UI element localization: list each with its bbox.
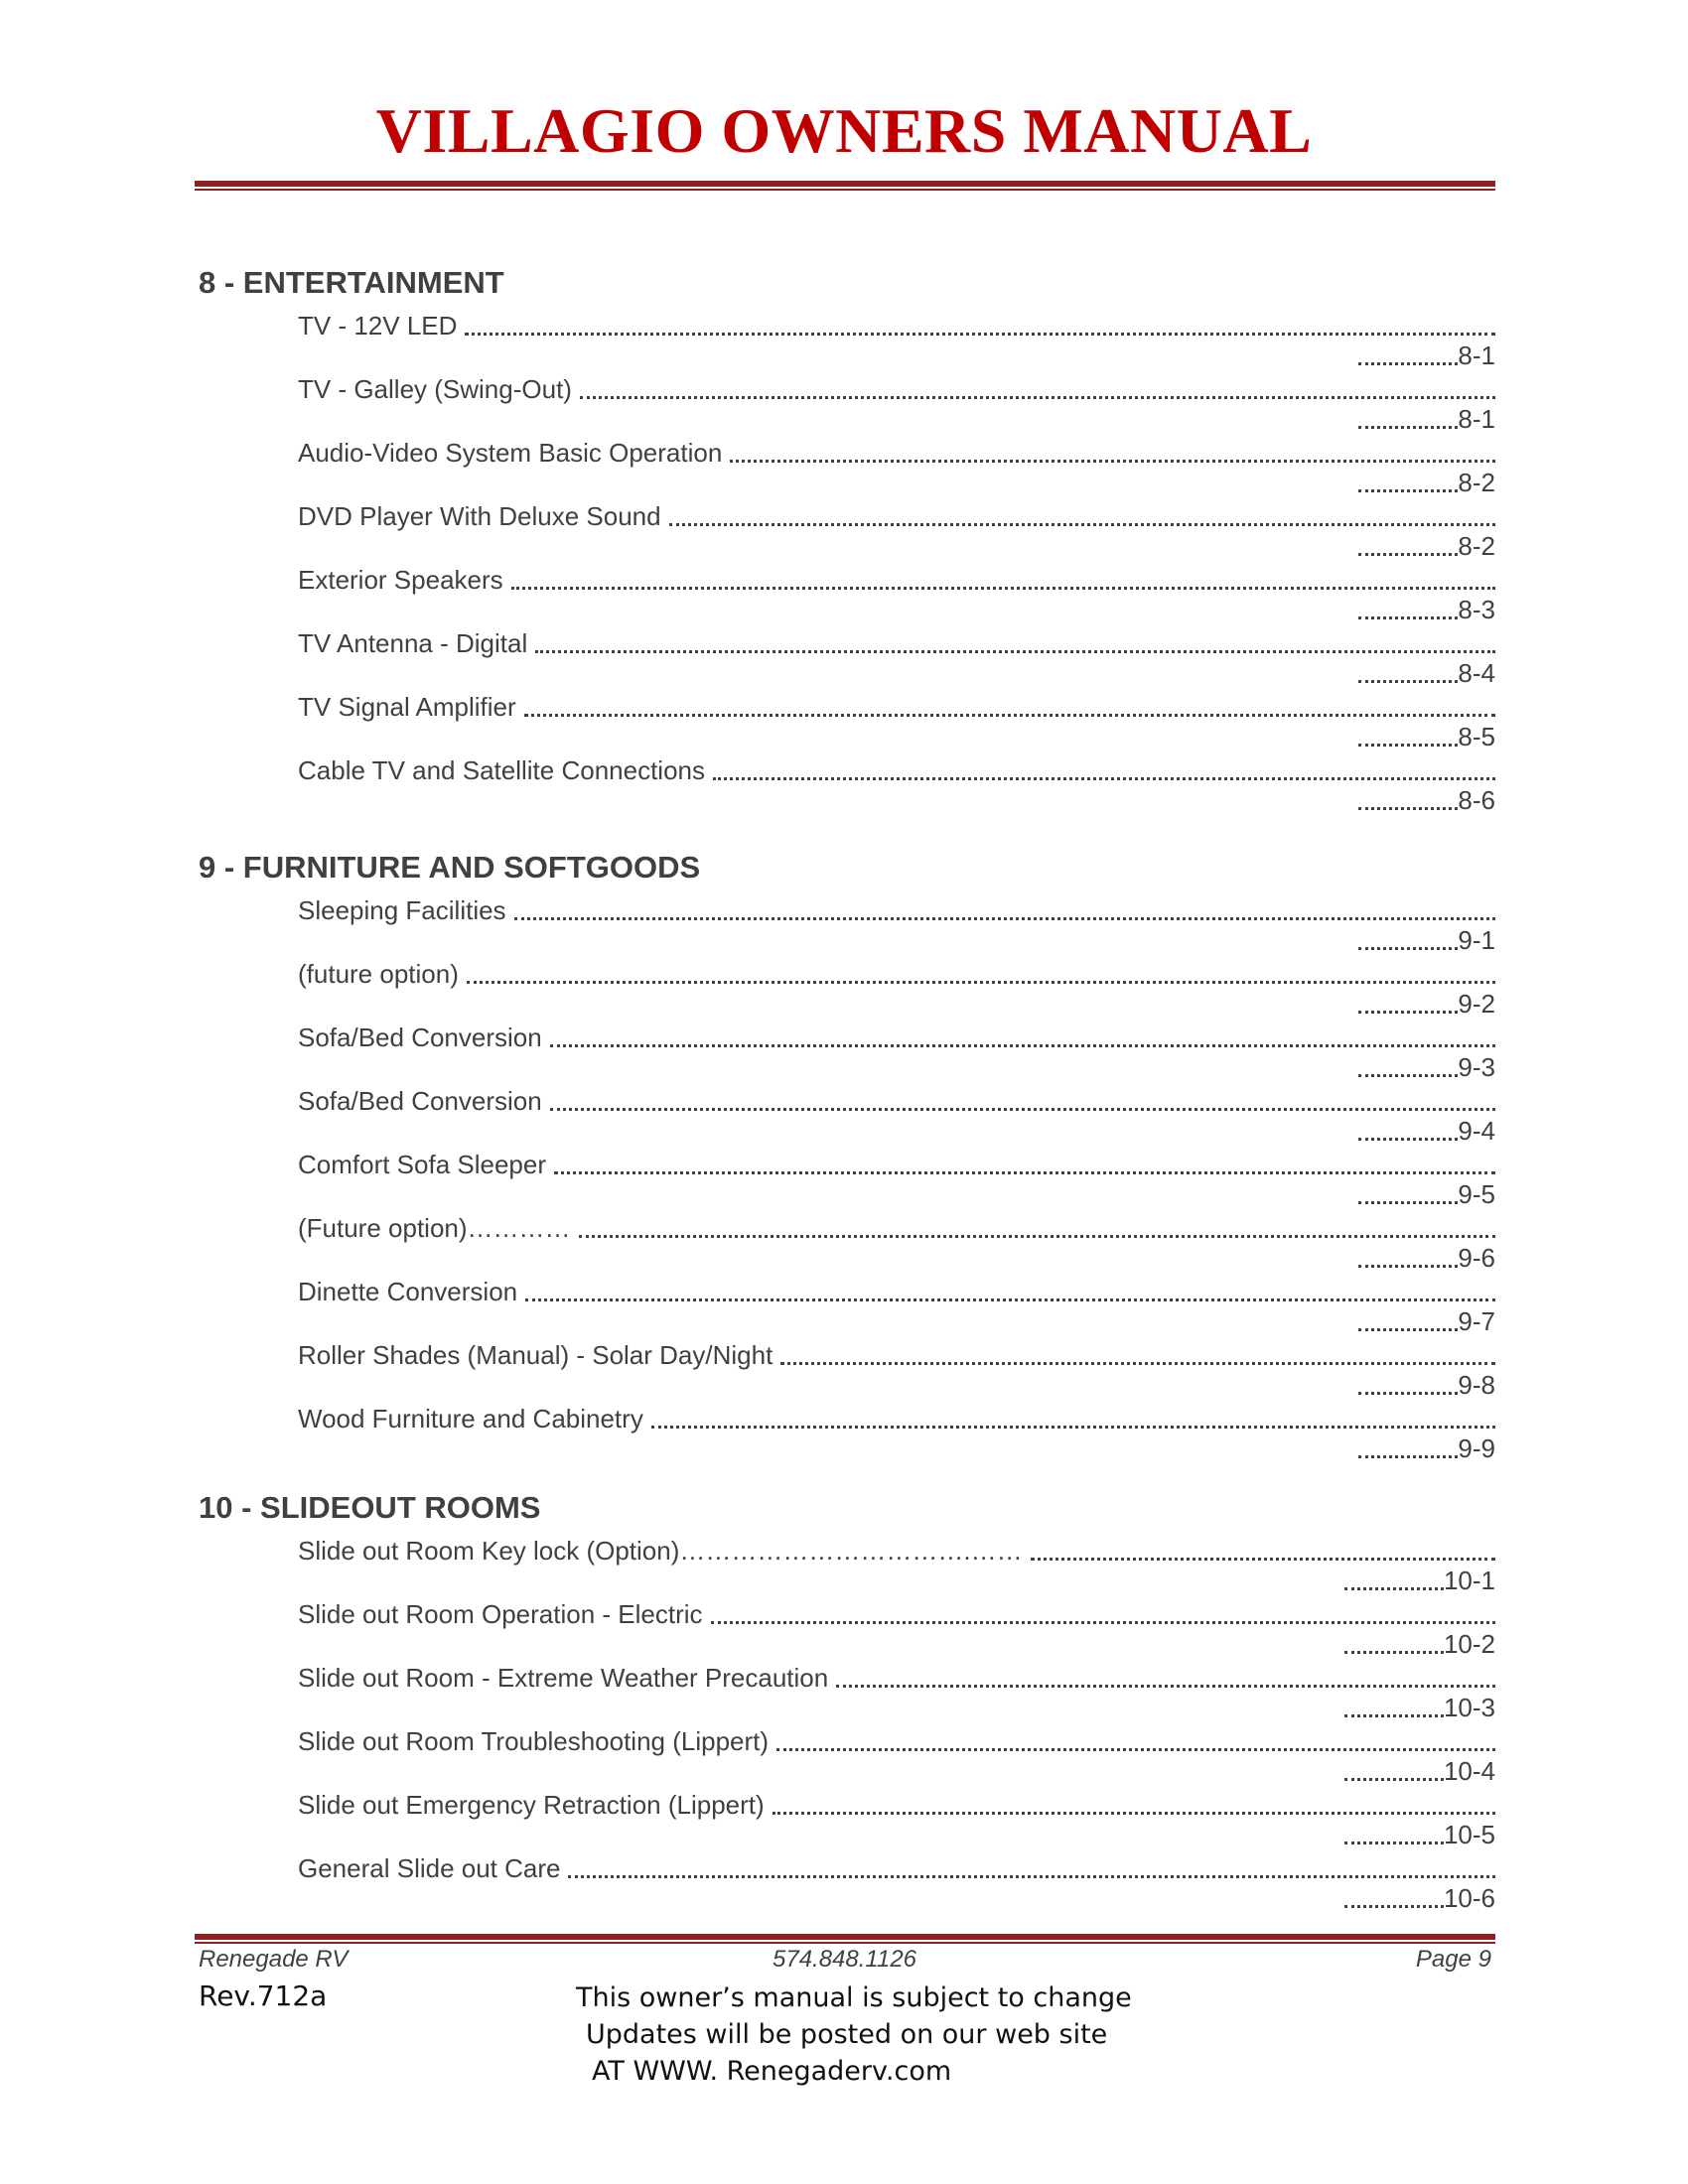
toc-entry-page: 9-6 [1458, 1243, 1495, 1273]
section-heading: 9 - FURNITURE AND SOFTGOODS [199, 850, 701, 885]
toc-entries [199, 302, 1495, 815]
dot-leader [669, 523, 1495, 526]
toc-entry [199, 1268, 1495, 1336]
header-rule [195, 181, 1495, 191]
section-heading: 8 - ENTERTAINMENT [199, 265, 504, 300]
toc-entry-page: 10-2 [1443, 1629, 1495, 1659]
section-heading: 10 - SLIDEOUT ROOMS [199, 1490, 541, 1525]
toc-entry-page: 9-5 [1458, 1179, 1495, 1209]
dot-leader [579, 1235, 1495, 1238]
toc-entry-title: Sleeping Facilities [298, 895, 506, 925]
toc-entry-line [298, 1654, 1495, 1694]
toc-entry [199, 1717, 1495, 1786]
dot-leader [524, 714, 1495, 717]
footer-phone: 574.848.1126 [773, 1946, 917, 1973]
toc-entry [199, 365, 1495, 434]
footer-rule [195, 1934, 1495, 1944]
dot-leader [1344, 1905, 1444, 1908]
toc-entry-title: Dinette Conversion [298, 1277, 518, 1306]
dot-leader [651, 1426, 1495, 1429]
toc-entry-page: 10-4 [1443, 1756, 1495, 1786]
toc-entry [199, 1590, 1495, 1659]
toc-entry [199, 1654, 1495, 1722]
toc-entry-page: 9-4 [1458, 1116, 1495, 1146]
toc-entry-page-ref [1358, 1431, 1495, 1462]
footer-company: Renegade RV [199, 1946, 349, 1973]
toc-entry [199, 302, 1495, 370]
toc-entry-title: TV Antenna - Digital [298, 628, 528, 658]
toc-entry-line [298, 1204, 1495, 1244]
toc-entry-title: Comfort Sofa Sleeper [298, 1150, 547, 1179]
dot-leader [730, 460, 1495, 463]
toc-entry-line [298, 1077, 1495, 1117]
toc-entry-page: 8-6 [1458, 785, 1495, 815]
dot-leader [580, 396, 1495, 399]
toc-entry [199, 1395, 1495, 1463]
toc-entry [199, 492, 1495, 561]
toc-entry-title: Slide out Room Operation - Electric [298, 1599, 703, 1629]
toc-entry-line [298, 1844, 1495, 1884]
toc-entry-title: TV Signal Amplifier [298, 692, 516, 722]
dot-leader [713, 777, 1495, 780]
toc-entry-title: (future option) [298, 959, 459, 989]
notice-line: Updates will be posted on our web site [586, 2019, 1108, 2050]
toc-entry [199, 747, 1495, 815]
toc-entry-title: DVD Player With Deluxe Sound [298, 501, 661, 531]
dot-leader [554, 1171, 1495, 1174]
update-notice [576, 1979, 1132, 2090]
footer-page-number: Page 9 [1415, 1946, 1491, 1973]
toc-entry-line [298, 747, 1495, 786]
toc-entry [199, 1204, 1495, 1273]
dot-leader [511, 587, 1495, 590]
toc-entry-title: Audio-Video System Basic Operation [298, 438, 723, 468]
dot-leader [780, 1362, 1495, 1365]
toc-entry-line [298, 887, 1495, 926]
dot-leader [1358, 1455, 1458, 1458]
toc-entry-title: TV - 12V LED [298, 311, 458, 341]
toc-entry [199, 1844, 1495, 1913]
dot-leader [550, 1044, 1495, 1047]
toc-entry-title: Sofa/Bed Conversion [298, 1086, 542, 1116]
toc-entry-line [298, 683, 1495, 723]
notice-line: AT WWW. Renegaderv.com [592, 2056, 952, 2087]
toc-entry [199, 887, 1495, 955]
document-title: VILLAGIO OWNERS MANUAL [375, 95, 1313, 166]
dot-leader [836, 1685, 1495, 1688]
toc-entry [199, 950, 1495, 1019]
toc-entry-line [298, 950, 1495, 990]
section-furniture-softgoods [199, 849, 1495, 1463]
toc-entry-title: Sofa/Bed Conversion [298, 1023, 542, 1052]
dot-leader [776, 1748, 1495, 1751]
toc-entry [199, 1077, 1495, 1146]
toc-entry-page: 9-9 [1458, 1433, 1495, 1463]
toc-entry-title: Cable TV and Satellite Connections [298, 755, 705, 785]
toc-entry-title: General Slide out Care [298, 1853, 561, 1883]
toc-entry-line [298, 1014, 1495, 1053]
toc-entry-line [298, 1527, 1495, 1567]
toc-entry-title: Roller Shades (Manual) - Solar Day/Night [298, 1340, 774, 1370]
toc-entry-page: 10-5 [1443, 1820, 1495, 1849]
toc-entry-page: 8-4 [1458, 658, 1495, 688]
toc-entry-line [298, 1717, 1495, 1757]
toc-entry-title: TV - Galley (Swing-Out) [298, 374, 572, 404]
toc-entry-line [298, 429, 1495, 469]
toc-entry-line [298, 556, 1495, 596]
toc-entry-page: 8-2 [1458, 531, 1495, 561]
footer [199, 1946, 1495, 1978]
toc-entry [199, 1331, 1495, 1400]
toc-entry [199, 556, 1495, 624]
dot-leader [467, 981, 1495, 984]
toc-entry-line [298, 619, 1495, 659]
toc-entry-page: 9-7 [1458, 1306, 1495, 1336]
toc-entry-title: Slide out Room Key lock (Option)…………………………….…… [298, 1536, 1023, 1566]
toc-entry [199, 429, 1495, 497]
toc-entry-page-ref [1358, 782, 1495, 814]
toc-entry [199, 683, 1495, 751]
toc-entry [199, 619, 1495, 688]
section-slideout-rooms [199, 1489, 1495, 1913]
toc-entry-line [298, 1141, 1495, 1180]
dot-leader [1031, 1558, 1495, 1561]
toc-entry-page: 9-3 [1458, 1052, 1495, 1082]
toc-entry-page: 9-8 [1458, 1370, 1495, 1400]
toc-entry-page: 8-2 [1458, 468, 1495, 497]
revision-label: Rev.712a [199, 1979, 328, 2012]
toc-entry-page: 8-5 [1458, 722, 1495, 751]
toc-entry-page: 8-3 [1458, 595, 1495, 624]
toc-entry-line [298, 302, 1495, 341]
toc-entry-title: Slide out Emergency Retraction (Lippert) [298, 1790, 765, 1820]
toc-entry-title: Slide out Room Troubleshooting (Lippert) [298, 1726, 770, 1756]
toc-entry-line [298, 492, 1495, 532]
toc-entry-page: 10-3 [1443, 1693, 1495, 1722]
dot-leader [465, 333, 1495, 336]
toc-entry-page: 9-2 [1458, 989, 1495, 1019]
dot-leader [525, 1298, 1495, 1301]
toc-entries [199, 887, 1495, 1463]
toc-entry-line [298, 1781, 1495, 1821]
toc-entry-page: 9-1 [1458, 925, 1495, 955]
dot-leader [1358, 807, 1458, 810]
dot-leader [773, 1812, 1495, 1815]
dot-leader [514, 917, 1495, 920]
dot-leader [550, 1108, 1495, 1111]
toc-entry [199, 1141, 1495, 1209]
toc-entries [199, 1527, 1495, 1913]
toc-entry [199, 1527, 1495, 1595]
toc-entry-page: 10-6 [1443, 1883, 1495, 1913]
dot-leader [535, 650, 1495, 653]
section-entertainment [199, 264, 1495, 815]
toc-entry-page: 10-1 [1443, 1566, 1495, 1595]
toc-entry-title: Slide out Room - Extreme Weather Precaution [298, 1663, 829, 1693]
toc-entry-title: (Future option)………… [298, 1213, 571, 1243]
toc-entry-title: Exterior Speakers [298, 565, 503, 595]
toc-entry-line [298, 1590, 1495, 1630]
toc-entry-line [298, 1268, 1495, 1307]
toc-entry-page-ref [1344, 1880, 1495, 1912]
toc-entry-page: 8-1 [1458, 404, 1495, 434]
toc-entry [199, 1781, 1495, 1849]
toc-entry-line [298, 1395, 1495, 1434]
dot-leader [711, 1621, 1495, 1624]
toc-entry-line [298, 365, 1495, 405]
toc-entry-line [298, 1331, 1495, 1371]
toc-entry [199, 1014, 1495, 1082]
dot-leader [568, 1875, 1495, 1878]
toc-entry-title: Wood Furniture and Cabinetry [298, 1404, 643, 1433]
notice-line: This owner’s manual is subject to change [576, 1982, 1132, 2013]
toc-entry-page: 8-1 [1458, 341, 1495, 370]
